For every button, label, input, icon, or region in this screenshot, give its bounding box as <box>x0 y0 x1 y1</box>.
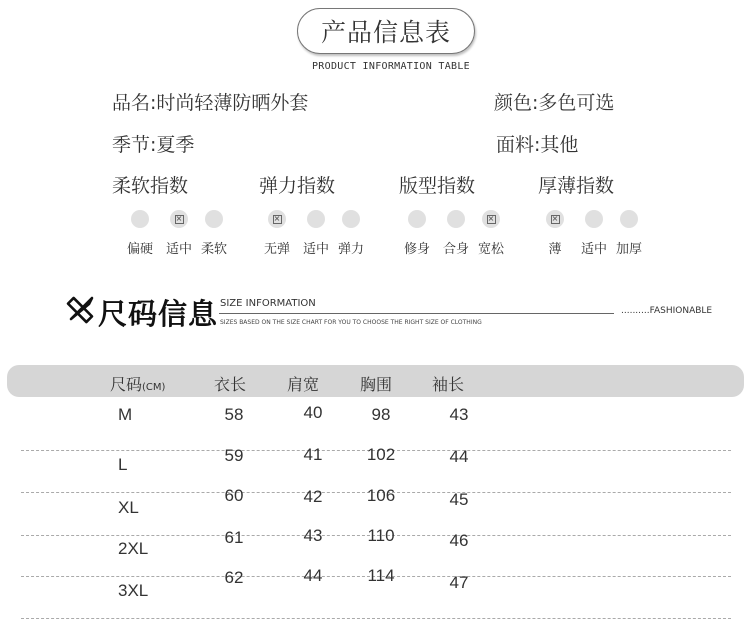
selected-mark-icon: × <box>273 214 281 223</box>
selected-mark-icon: × <box>487 214 495 223</box>
index-dot <box>585 210 603 228</box>
size-section-note: SIZES BASED ON THE SIZE CHART FOR YOU TO CHOOSE THE RIGHT SIZE OF CLOTHING <box>220 319 482 326</box>
header-shoulder: 肩宽 <box>287 375 320 394</box>
header-length: 衣长 <box>214 375 247 394</box>
size-cell: 3XL <box>118 581 149 600</box>
selected-mark-icon: × <box>175 214 183 223</box>
index-dot <box>447 210 465 228</box>
product-season: 季节:夏季 <box>112 134 195 156</box>
index-dot-selected <box>482 210 500 228</box>
measure-cell: 41 <box>303 445 323 464</box>
index-dot <box>408 210 426 228</box>
header-size: 尺码(CM) <box>110 375 166 394</box>
size-section-en-title: SIZE INFORMATION <box>220 298 316 309</box>
index-option-label: 宽松 <box>477 242 505 257</box>
product-fabric: 面料:其他 <box>496 134 579 156</box>
measure-cell: 110 <box>367 526 395 545</box>
index-dot <box>307 210 325 228</box>
index-dot-selected <box>546 210 564 228</box>
size-section-divider <box>219 313 614 314</box>
measure-cell: 98 <box>371 405 391 424</box>
measure-cell: 60 <box>224 486 244 505</box>
index-option-label: 加厚 <box>615 242 643 257</box>
measure-cell: 58 <box>224 405 244 424</box>
measure-cell: 61 <box>224 528 244 547</box>
index-dot-selected <box>268 210 286 228</box>
softness-index-title: 柔软指数 <box>112 175 189 197</box>
index-option-label: 无弹 <box>263 242 291 257</box>
measure-cell: 106 <box>366 486 396 505</box>
measure-cell: 46 <box>449 531 469 550</box>
index-option-label: 薄 <box>548 242 562 257</box>
index-option-label: 适中 <box>580 242 608 257</box>
fit-index-title: 版型指数 <box>399 175 476 197</box>
size-cell: M <box>118 405 133 424</box>
measure-cell: 62 <box>224 568 244 587</box>
header-sleeve: 袖长 <box>432 375 465 394</box>
measure-cell: 42 <box>303 487 323 506</box>
header-chest: 胸围 <box>360 375 393 394</box>
product-color: 颜色:多色可选 <box>494 92 615 114</box>
measure-cell: 102 <box>366 445 396 464</box>
index-option-label: 弹力 <box>337 242 365 257</box>
thickness-index-title: 厚薄指数 <box>538 175 615 197</box>
size-cell: XL <box>118 498 139 517</box>
fashionable-tag: ..........FASHIONABLE <box>621 306 713 316</box>
measure-cell: 47 <box>449 573 469 592</box>
index-dot <box>131 210 149 228</box>
index-option-label: 适中 <box>302 242 330 257</box>
size-section-title: 尺码信息 <box>98 297 219 331</box>
measure-cell: 40 <box>303 403 323 422</box>
measure-cell: 44 <box>303 566 323 585</box>
index-option-label: 修身 <box>403 242 431 257</box>
measure-cell: 114 <box>367 566 395 585</box>
measure-cell: 44 <box>449 447 469 466</box>
elasticity-index-title: 弹力指数 <box>259 175 336 197</box>
size-cell: L <box>118 455 128 474</box>
index-option-label: 偏硬 <box>126 242 154 257</box>
measure-cell: 45 <box>449 490 469 509</box>
index-option-label: 柔软 <box>200 242 228 257</box>
measure-cell: 43 <box>303 526 323 545</box>
index-option-label: 合身 <box>442 242 470 257</box>
index-dot-selected <box>170 210 188 228</box>
title-pill <box>297 8 475 54</box>
product-name: 品名:时尚轻薄防晒外套 <box>112 92 309 114</box>
ruler-pencil-icon <box>64 294 96 326</box>
measure-cell: 43 <box>449 405 469 424</box>
selected-mark-icon: × <box>551 214 559 223</box>
page-subtitle: PRODUCT INFORMATION TABLE <box>311 61 470 72</box>
measure-cell: 59 <box>224 446 244 465</box>
size-cell: 2XL <box>118 539 149 558</box>
table-row-divider <box>21 618 731 619</box>
index-dot <box>620 210 638 228</box>
index-dot <box>342 210 360 228</box>
index-option-label: 适中 <box>165 242 193 257</box>
page-title: 产品信息表 <box>320 18 451 47</box>
index-dot <box>205 210 223 228</box>
